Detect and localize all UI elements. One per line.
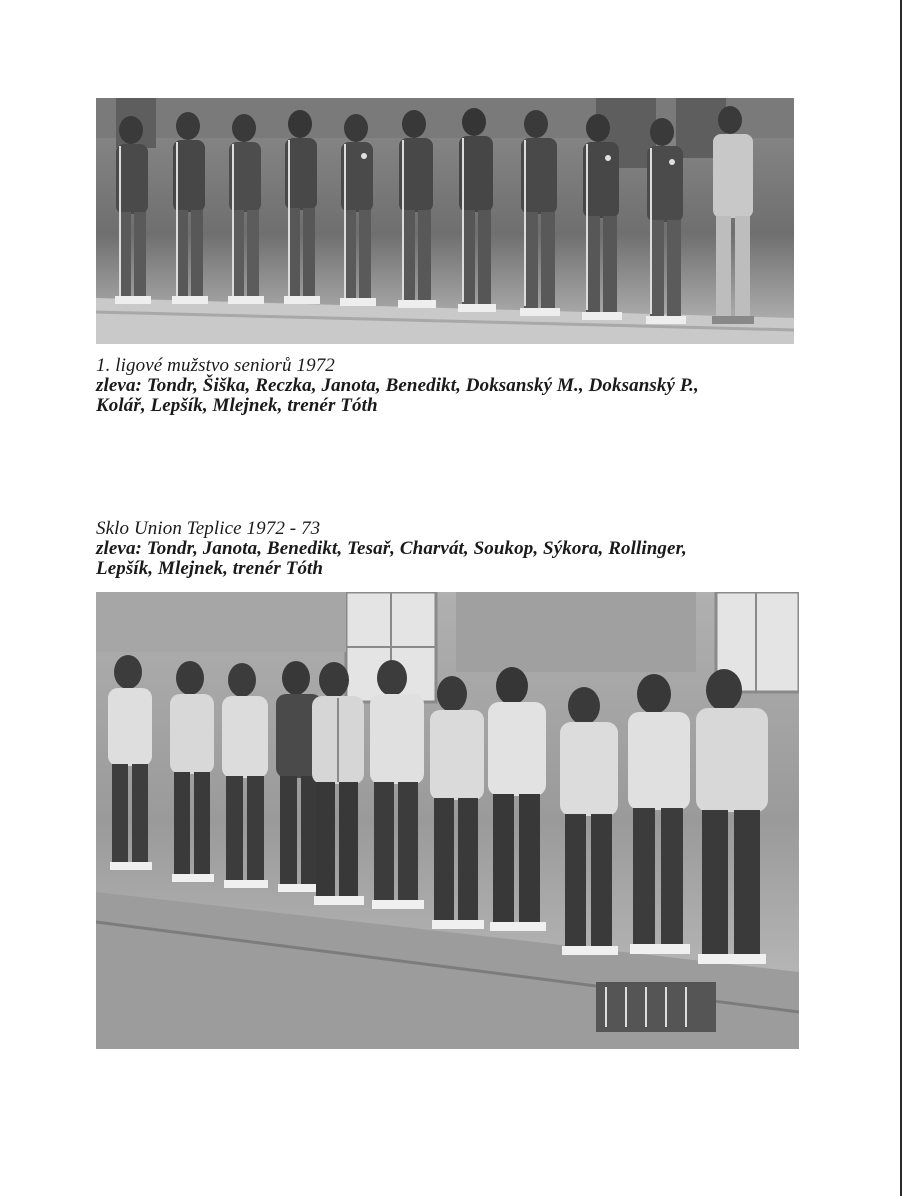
caption-title: Sklo Union Teplice 1972 - 73 [96,518,321,539]
team-photo-1972-73 [96,592,799,1049]
caption-names-line: zleva: Tondr, Janota, Benedikt, Tesař, Charvát, Soukop, Sýkora, Rollinger, [96,538,687,559]
team-photo-1972 [96,98,794,344]
team-photo-1972-73-caption [96,519,687,579]
caption-names-line: Lepšík, Mlejnek, trenér Tóth [96,558,324,579]
team-photo-1972-caption [96,356,699,416]
caption-title: 1. ligové mužstvo seniorů 1972 [96,355,335,376]
caption-names-line: Kolář, Lepšík, Mlejnek, trenér Tóth [96,395,378,416]
caption-names-line: zleva: Tondr, Šiška, Reczka, Janota, Benedikt, Doksanský M., Doksanský P., [96,375,699,396]
